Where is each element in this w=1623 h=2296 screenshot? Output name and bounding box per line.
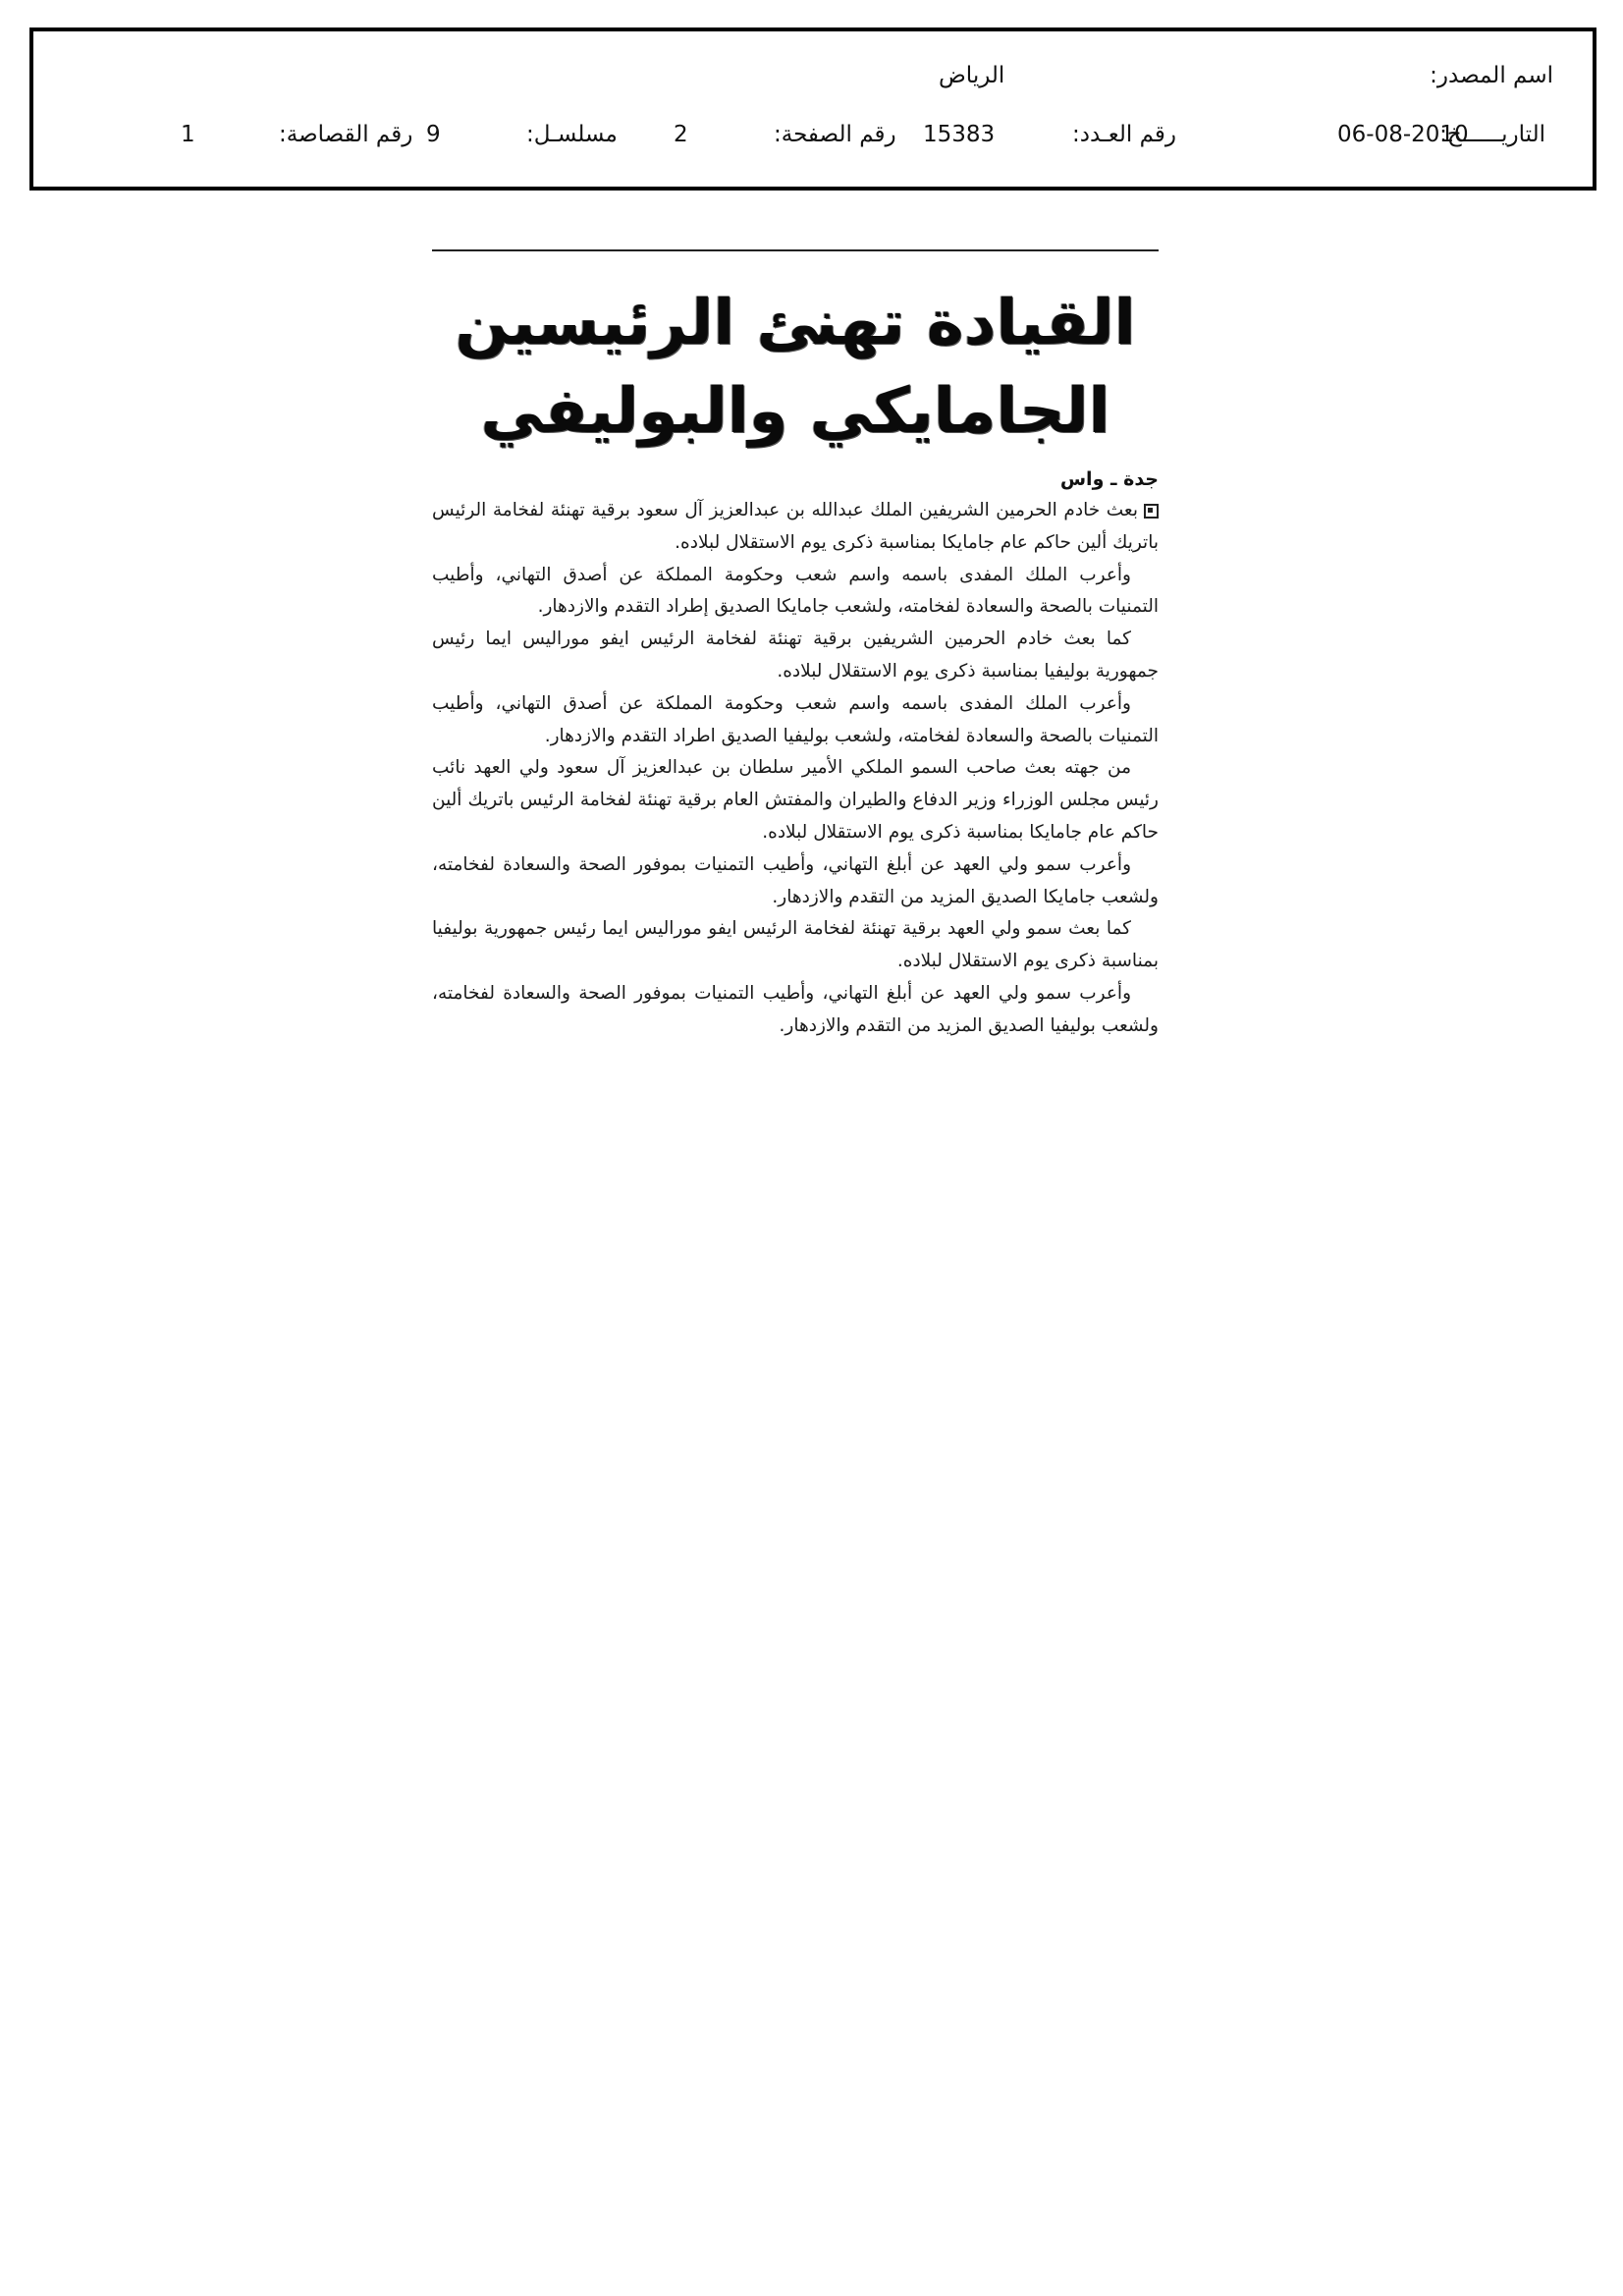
article-top-rule — [432, 249, 1159, 251]
date-value: 06-08-2010 — [1337, 122, 1469, 147]
clipping-number-label: رقم القصاصة: — [279, 122, 413, 147]
clipping-header-box — [29, 27, 1596, 191]
paragraph-1 — [432, 495, 1159, 560]
paragraph-text: بعث خادم الحرمين الشريفين الملك عبدالله بن عبدالعزيز آل سعود برقية تهنئة لفخامة الرئيس باتريك ألين حاكم عام جامايكا بمناسبة ذكرى يوم الاستقلال لبلاده. — [432, 500, 1159, 553]
source-value: الرياض — [939, 63, 1005, 88]
headline-line-1: القيادة تهنئ الرئيسين — [455, 287, 1136, 359]
clipping-number-value: 1 — [181, 122, 195, 147]
paragraph-6: وأعرب سمو ولي العهد عن أبلغ التهاني، وأطيب التمنيات بموفور الصحة والسعادة لفخامته، ولشعب جامايكا الصديق المزيد من التقدم والازدهار. — [432, 853, 1159, 907]
issue-number-label: رقم العـدد: — [1072, 122, 1177, 147]
article-body — [432, 495, 1159, 1043]
page-number-label: رقم الصفحة: — [774, 122, 896, 147]
article-headline — [432, 279, 1159, 456]
paragraph-3: كما بعث خادم الحرمين الشريفين برقية تهنئة لفخامة الرئيس ايفو موراليس ايما رئيس جمهورية بوليفيا بمناسبة ذكرى يوم الاستقلال لبلاده. — [432, 629, 1159, 682]
article — [432, 249, 1159, 1043]
square-bullet-icon — [1144, 504, 1159, 519]
issue-number-value: 15383 — [923, 122, 996, 147]
serial-value: 9 — [426, 122, 441, 147]
paragraph-4: وأعرب الملك المفدى باسمه واسم شعب وحكومة المملكة عن أصدق التهاني، وأطيب التمنيات بالصحة والسعادة لفخامته، ولشعب بوليفيا الصديق اطراد التقدم والازدهار. — [432, 692, 1159, 746]
article-dateline: جدة ـ واس — [1059, 468, 1159, 490]
paragraph-8: وأعرب سمو ولي العهد عن أبلغ التهاني، وأطيب التمنيات بموفور الصحة والسعادة لفخامته، ولشعب بوليفيا الصديق المزيد من التقدم والازدهار. — [432, 982, 1159, 1036]
source-label: اسم المصدر: — [1430, 63, 1553, 88]
headline-line-2: الجامايكي والبوليفي — [480, 375, 1110, 448]
page-number-value: 2 — [674, 122, 688, 147]
date-label: التاريــــــخ: — [1439, 122, 1545, 147]
paragraph-2: وأعرب الملك المفدى باسمه واسم شعب وحكومة المملكة عن أصدق التهاني، وأطيب التمنيات بالصحة والسعادة لفخامته، ولشعب جامايكا الصديق إطراد التقدم والازدهار. — [432, 564, 1159, 618]
paragraph-5: من جهته بعث صاحب السمو الملكي الأمير سلطان بن عبدالعزيز آل سعود ولي العهد نائب رئيس مجلس الوزراء وزير الدفاع والطيران والمفتش العام برقية تهنئة لفخامة الرئيس باتريك ألين حاكم عام جامايكا بمناسبة ذكرى يوم الاستقلال لبلاده. — [432, 757, 1159, 843]
serial-label: مسلسـل: — [526, 122, 618, 147]
paragraph-7: كما بعث سمو ولي العهد برقية تهنئة لفخامة الرئيس ايفو موراليس ايما رئيس جمهورية بوليفيا بمناسبة ذكرى يوم الاستقلال لبلاده. — [432, 918, 1159, 972]
